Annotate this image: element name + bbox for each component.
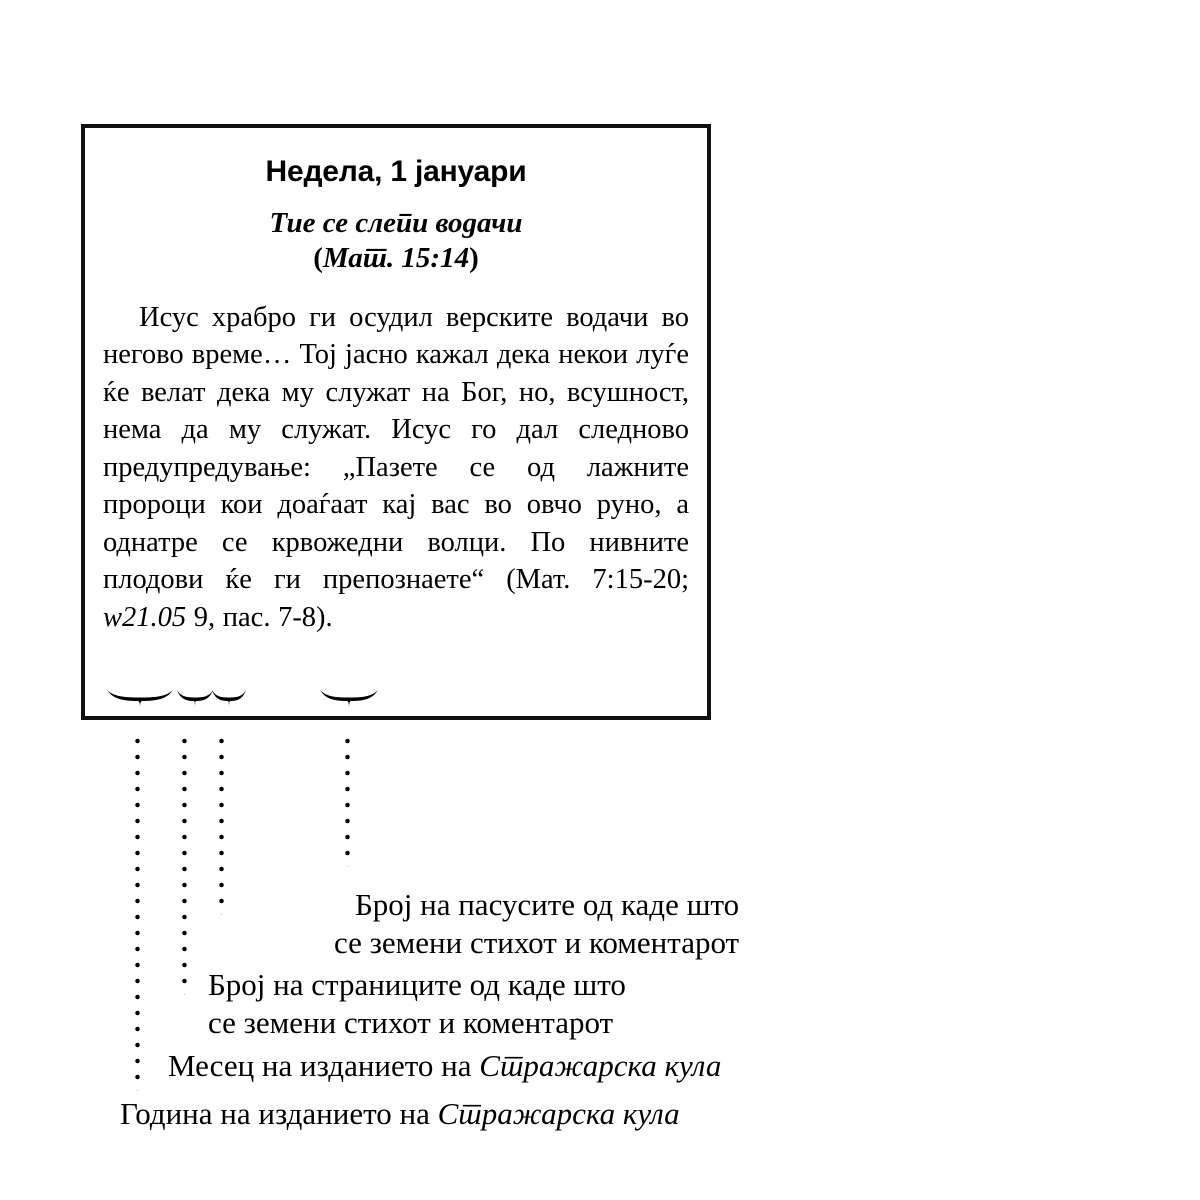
legend-month bbox=[168, 1047, 721, 1085]
brace-month bbox=[177, 688, 213, 710]
brace-pages bbox=[212, 688, 246, 710]
legend-year bbox=[120, 1095, 680, 1133]
scripture-reference: Мат. 15:14 bbox=[322, 242, 470, 275]
leader-line-paragraphs bbox=[345, 733, 350, 867]
comment-text-part2: 9, пас. 7-8). bbox=[186, 601, 333, 633]
legend-pages-line1: Број на страниците од каде што bbox=[208, 967, 626, 1002]
leader-line-month bbox=[182, 733, 187, 995]
legend-pages-line2: се земени стихот и коментарот bbox=[208, 1005, 614, 1040]
daily-text-card bbox=[81, 124, 711, 720]
leader-line-year bbox=[135, 733, 140, 1091]
scripture-ref-open: ( bbox=[313, 242, 323, 275]
legend-month-prefix: Месец на изданието на bbox=[168, 1048, 480, 1083]
scripture-theme-line1: Тие се слепи водачи bbox=[269, 207, 523, 239]
legend-year-prefix: Година на изданието на bbox=[120, 1096, 438, 1131]
brace-paragraphs bbox=[320, 688, 378, 710]
legend-paragraphs-line2: се земени стихот и коментарот bbox=[334, 925, 740, 960]
scripture-theme bbox=[103, 206, 689, 277]
legend-pages bbox=[208, 966, 626, 1042]
legend-month-publication: Стражарска кула bbox=[479, 1048, 722, 1083]
daily-text-comment bbox=[103, 299, 689, 637]
daily-text-card-content bbox=[103, 142, 689, 636]
legend-paragraphs bbox=[334, 886, 739, 962]
brace-year bbox=[107, 688, 173, 710]
comment-text-part1: Исус храбро ги осудил верските водачи во негово време… Тој јасно кажал дека некои луѓе ќе велат дека му служат на Бог, но, всушност, нема да му служат. Исус го дал следново предупредување: „Пазете се од лажните пророци кои доаѓаат кај вас во овчо руно, а однатре се крвожедни волци. По нивните плодови ќе ги препознаете“ (Мат. 7:15-20; bbox=[103, 301, 689, 596]
legend-year-publication: Стражарска кула bbox=[437, 1096, 680, 1131]
leader-line-pages bbox=[219, 733, 224, 915]
date-heading: Недела, 1 јануари bbox=[265, 155, 527, 188]
scripture-ref-close: ) bbox=[469, 242, 479, 275]
legend-paragraphs-line1: Број на пасусите од каде што bbox=[354, 887, 740, 922]
publication-citation: w21.05 bbox=[103, 601, 187, 633]
